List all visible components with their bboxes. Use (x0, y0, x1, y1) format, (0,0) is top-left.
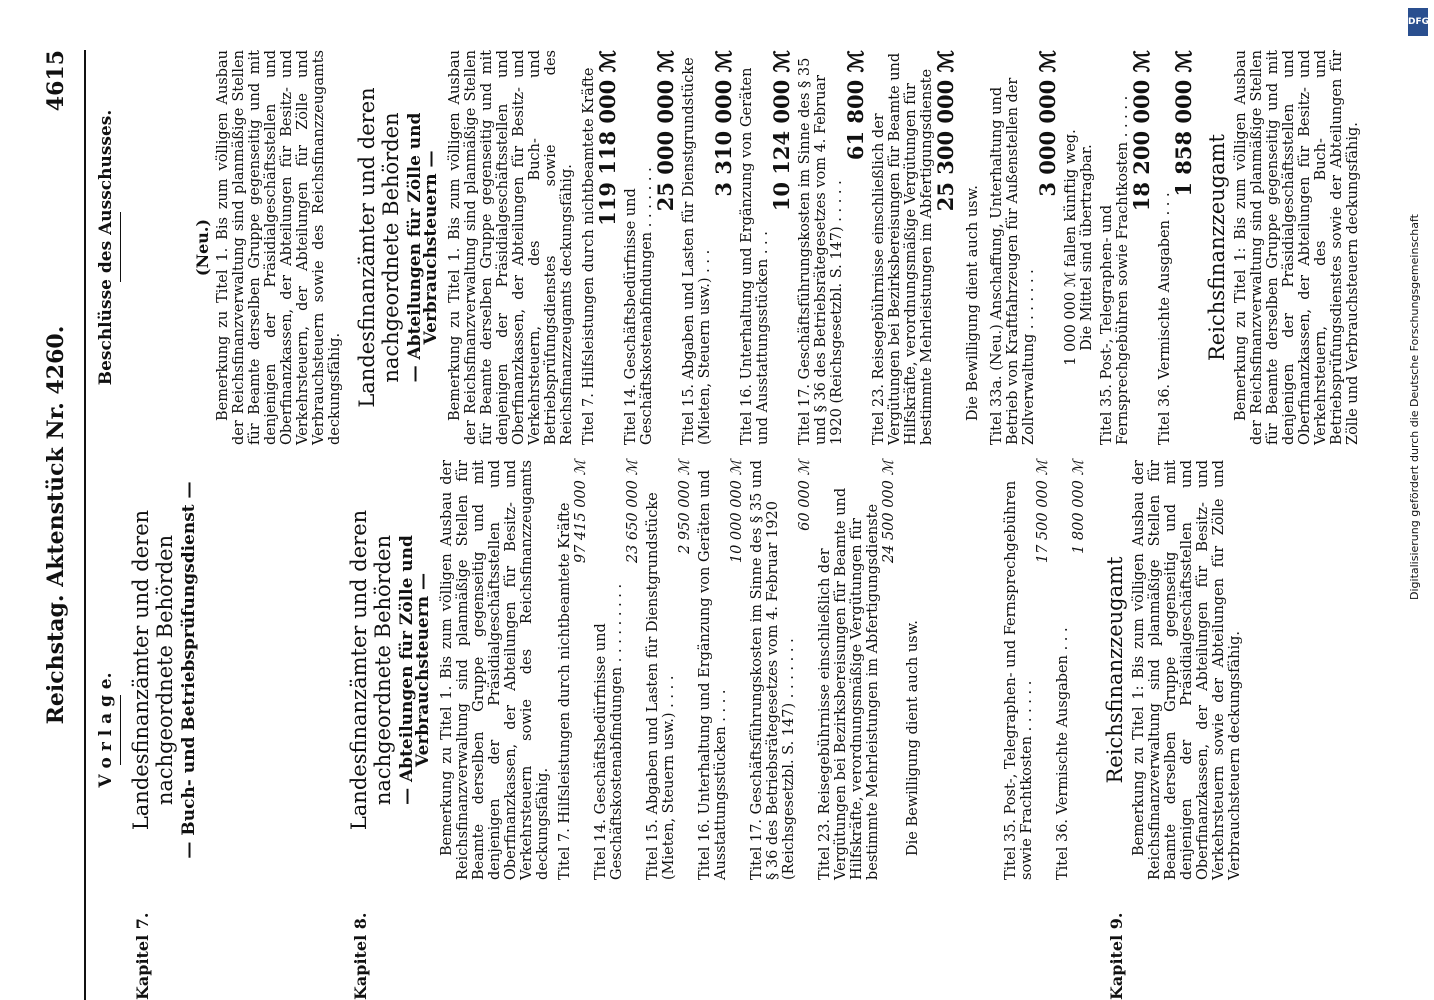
amount: 3 000 000 ℳ (1035, 50, 1060, 197)
item-text: Titel 33a. (Neu.) Anschaffung, Unterhaltung und Betrieb von Kraftfahrzeugen für Außenstellen der Zollverwaltung . . . . . . . (989, 77, 1037, 445)
document-page (40, 50, 1361, 1000)
amount: 18 200 000 ℳ (1129, 50, 1154, 212)
amount: 3 310 000 ℳ (711, 50, 736, 197)
amount: 25 000 000 ℳ (653, 50, 678, 212)
right-column-beschluesse (98, 50, 1367, 445)
item-text: Titel 17. Geschäftsführungskosten im Sinne des § 35 und § 36 des Betriebsrätegesetzes vom 4. Februar 1920 (Reichsgesetzbl. S. 147) . . . . . . . (749, 460, 797, 880)
spacer (929, 460, 999, 880)
titel-23 (817, 460, 897, 880)
titel-17 (749, 460, 813, 880)
titel-7 (581, 50, 619, 445)
chapter-title: Landesfinanzämter und deren nachgeordnete Behörden (355, 87, 403, 408)
chapter-title: Landesfinanzämter und deren nachgeordnete Behörden (347, 509, 395, 831)
titel-23 (871, 50, 957, 445)
amount: 1 858 000 ℳ (1171, 50, 1196, 197)
titel-16 (739, 50, 793, 445)
item-text: Titel 16. Unterhaltung und Ergänzung von Geräten und Ausstattungsstücken . . . (739, 67, 771, 445)
titel-35 (1003, 460, 1051, 880)
header-title: Reichstag. Aktenstück Nr. 4260. (43, 325, 69, 725)
divider (120, 213, 121, 283)
titel-17 (797, 50, 867, 445)
amount: 10 124 000 ℳ (769, 50, 794, 212)
remark: Bemerkung zu Titel 1. Bis zum völligen Ausbau der Reichsfinanzverwaltung sind planmäßige Stellen für Beamte derselben Gruppe gegenseitig und mit denjenigen der Präsidialgeschäftsstellen und Oberfinanzkassen, der Abteilungen für Besitz- und Verkehrsteuern, des Buch- und Betriebsprüfungsdienstes sowie des Reichsfinanzzeugamts deckungsfähig. (447, 50, 575, 445)
item-text: Titel 15. Abgaben und Lasten für Dienstgrundstücke (Mieten, Steuern usw.) . . . (681, 57, 713, 445)
bewilligung: Die Bewilligung dient auch usw. (965, 185, 981, 421)
left-column-vorlage (98, 460, 1249, 1000)
chapter-label: Kapitel 7. (133, 912, 152, 1000)
titel-14 (623, 50, 677, 445)
amount: 23 650 000 ℳ (625, 460, 641, 564)
chapter-subtitle: — Abteilungen für Zölle und Verbrauchsteuern — (397, 535, 433, 805)
item-text: Titel 7. Hilfsleistungen durch nichtbeamtete Kräfte (557, 502, 573, 880)
chapter-title: Landesfinanzämter und deren nachgeordnete Behörden (129, 509, 177, 831)
titel-33a-note: 1 000 000 ℳ fallen künftig weg. (1063, 129, 1079, 366)
spacer (129, 50, 189, 445)
chapter-title: Reichsfinanzzeugamt (1103, 556, 1127, 784)
titel-35 (1099, 50, 1153, 445)
amount: 24 500 000 ℳ (881, 460, 897, 564)
neu-marker: (Neu.) (193, 218, 212, 277)
amount: 2 950 000 ℳ (677, 460, 693, 554)
page-number: 4615 (43, 50, 69, 112)
item-text: Titel 14. Geschäftsbedürfnisse und Geschäftskostenabfindungen . . . . . . . (623, 167, 655, 445)
titel-15 (645, 460, 693, 880)
titel-15 (681, 50, 735, 445)
remark: Bemerkung zu Titel 1: Bis zum völligen Ausbau der Reichsfinanzverwaltung sind planmäßige Stellen für Beamte derselben Gruppe gegenseitig und mit denjenigen der Präsidialgeschäftsstellen und Oberfinanzkassen, der Abteilungen für Besitz- und Verkehrsteuern, des Buch- und Betriebsprüfungsdienstes sowie der Abteilungen für Zölle und Verbrauchsteuern deckungsfähig. (1233, 50, 1361, 445)
divider (120, 695, 121, 765)
chapter-label: Kapitel 9. (1107, 912, 1126, 1000)
beschluesse-heading: Beschlüsse des Ausschusses. (96, 109, 116, 386)
amount: 10 000 000 ℳ (729, 460, 745, 564)
titel-33a (989, 50, 1059, 445)
chapter-subtitle: — Buch- und Betriebsprüfungsdienst — (179, 481, 199, 859)
item-text: Titel 36. Vermischte Ausgaben . . . (1157, 192, 1173, 445)
amount: 119 118 000 ℳ (595, 50, 620, 226)
digitization-note: Digitalisierung gefördert durch die Deutsche Forschungsgemeinschaft (1408, 214, 1421, 600)
item-text: Titel 35. Post-, Telegraphen- und Fernsprechgebühren sowie Frachtkosten . . . . . . (1003, 480, 1035, 880)
titel-7 (557, 460, 589, 880)
item-text: Titel 23. Reisegebührnisse einschließlich der Vergütungen bei Bezirksbereisungen für Beamte und Hilfskräfte, verordnungsmäßige Vergütungen für bestimmte Mehrleistungen im Abfertigungsdienste (871, 52, 935, 445)
chapter-label: Kapitel 8. (351, 912, 370, 1000)
amount: 1 800 000 ℳ (1071, 460, 1087, 554)
titel-36 (1157, 50, 1195, 445)
item-text: Titel 16. Unterhaltung und Ergänzung von Geräten und Ausstattungsstücken . . . . (697, 469, 729, 880)
chapter-9-left (1103, 460, 1243, 1000)
amount: 97 415 000 ℳ (573, 460, 589, 564)
item-text: Titel 36. Vermischte Ausgaben . . . (1055, 627, 1071, 880)
item-text: Titel 7. Hilfsleistungen durch nichtbeamtete Kräfte (581, 67, 597, 445)
item-text: Titel 23. Reisegebührnisse einschließlich der Vergütungen bei Bezirksbereisungen für Beamte und Hilfskräfte, verordnungsmäßige Vergütungen für bestimmte Mehrleistungen im Abfertigungsdienste (817, 487, 881, 880)
remark: Bemerkung zu Titel 1. Bis zum völligen Ausbau der Reichsfinanzverwaltung sind planmäßige Stellen für Beamte derselben Gruppe gegenseitig und mit denjenigen der Präsidialgeschäftsstellen und Oberfinanzkassen, der Abteilungen für Besitz- und Verkehrsteuern sowie des Reichsfinanzzeugamts deckungsfähig. (439, 460, 551, 880)
amount: 60 000 ℳ (797, 460, 813, 531)
remark: Bemerkung zu Titel 1. Bis zum völligen Ausbau der Reichsfinanzverwaltung sind planmäßige Stellen für Beamte derselben Gruppe gegenseitig und mit denjenigen der Präsidialgeschäftsstellen und Oberfinanzkassen, der Abteilungen für Besitz- und Verkehrsteuern, der Abteilungen für Zölle und Verbrauchsteuern sowie des Reichsfinanzzeugamts deckungsfähig. (215, 50, 343, 445)
titel-16 (697, 460, 745, 880)
item-text: Titel 15. Abgaben und Lasten für Dienstgrundstücke (Mieten, Steuern usw.) . . . . (645, 492, 677, 880)
amount: 17 500 000 ℳ (1035, 460, 1051, 564)
dfg-logo: DFG (1408, 8, 1428, 36)
page-header (40, 50, 86, 1000)
chapter-7-left (129, 460, 197, 1000)
item-text: Titel 35. Post-, Telegraphen- und Fernsprechgebühren sowie Frachtkosten . . . . . (1099, 95, 1131, 445)
titel-36 (1055, 460, 1087, 880)
titel-33a-note: Die Mittel sind übertragbar. (1079, 144, 1095, 351)
chapter-title: Reichsfinanzzeugamt (1205, 134, 1229, 361)
remark: Bemerkung zu Titel 1: Bis zum völligen Ausbau der Reichsfinanzverwaltung sind planmäßige Stellen für Beamte derselben Gruppe gegenseitig und mit denjenigen der Präsidialgeschäftsstellen und Oberfinanzkassen, der Abteilungen für Besitz- und Verkehrsteuern sowie der Abteilungen für Zölle und Verbrauchsteuern deckungsfähig. (1131, 460, 1243, 880)
amount: 25 300 000 ℳ (933, 50, 958, 212)
amount: 61 800 ℳ (843, 50, 868, 161)
vorlage-heading: V o r l a g e. (96, 672, 116, 788)
chapter-subtitle: — Abteilungen für Zölle und Verbrauchsteuern — (405, 112, 441, 383)
digitization-sidebar (1406, 0, 1434, 1000)
item-text: Titel 14. Geschäftsbedürfnisse und Geschäftskostenabfindungen . . . . . . . . . (593, 583, 625, 880)
titel-14 (593, 460, 641, 880)
chapter-8-left (347, 460, 1087, 1000)
bewilligung: Die Bewilligung dient auch usw. (905, 620, 921, 856)
item-text: Titel 17. Geschäftsführungskosten im Sinne des § 35 und § 36 des Betriebsrätegesetzes vom 4. Februar 1920 (Reichsgesetzbl. S. 147) . . . . . (797, 57, 845, 445)
